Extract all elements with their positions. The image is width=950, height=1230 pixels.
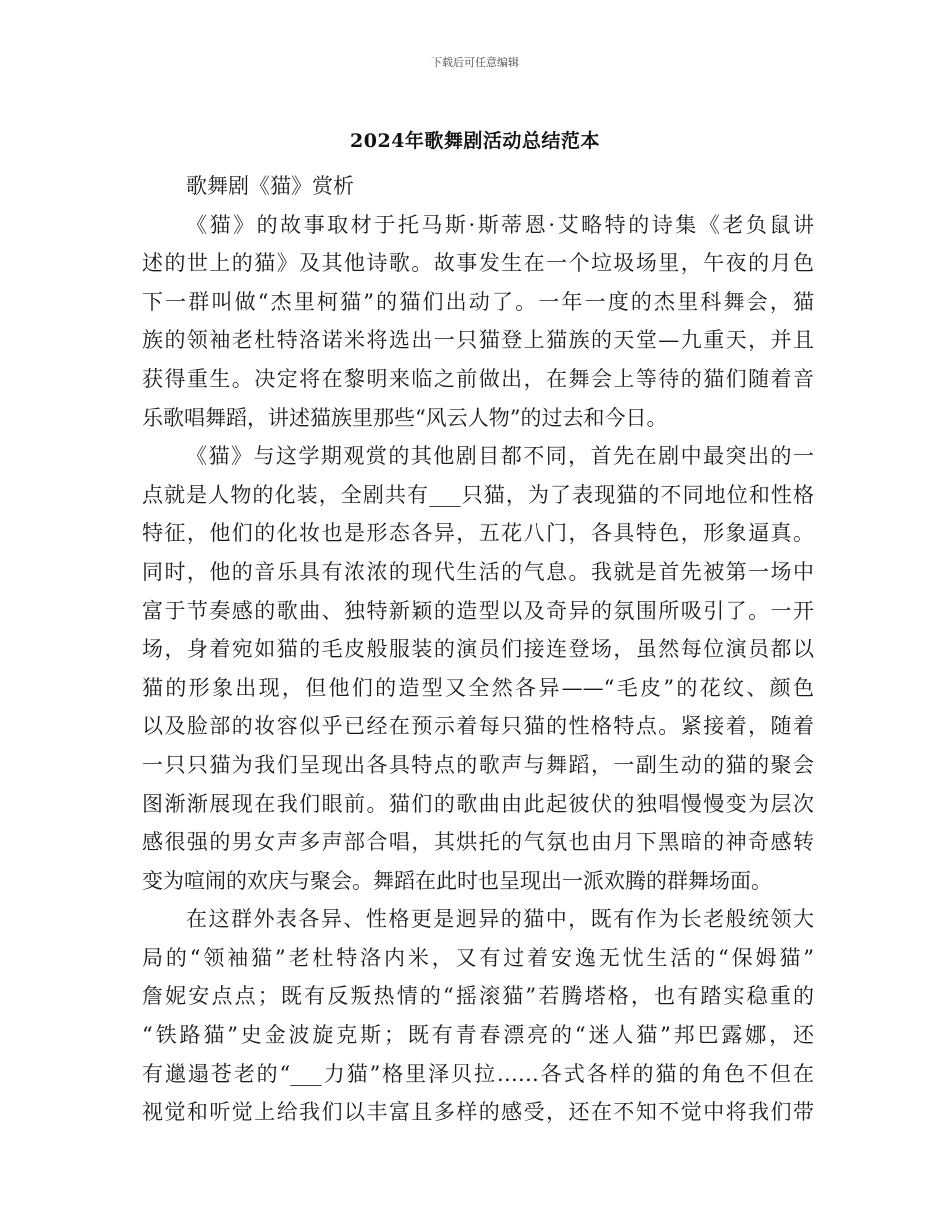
text-line: 感很强的男女声多声部合唱，其烘托的气氛也由月下黑暗的神奇感转 [142, 830, 814, 855]
text-line: 一只只猫为我们呈现出各具特点的歌声与舞蹈，一副生动的猫的聚会 [142, 752, 814, 777]
text-line: 获得重生。决定将在黎明来临之前做出，在舞会上等待的猫们随着音 [142, 366, 814, 391]
text-line: 富于节奏感的歌曲、独特新颖的造型以及奇异的氛围所吸引了。一开 [142, 598, 814, 623]
text-line: “铁路猫”史金波旋克斯；既有青春漂亮的“迷人猫”邦巴露娜，还 [142, 1023, 814, 1048]
text-line: 猫的形象出现，但他们的造型又全然各异——“毛皮”的花纹、颜色 [142, 675, 814, 700]
text-line: 乐歌唱舞蹈，讲述猫族里那些“风云人物”的过去和今日。 [142, 405, 668, 430]
text-line: 同时，他的音乐具有浓浓的现代生活的气息。我就是首先被第一场中 [142, 559, 814, 584]
text-line: 点就是人物的化装，全剧共有___只猫，为了表现猫的不同地位和性格 [142, 482, 814, 507]
text-line: 变为喧闹的欢庆与聚会。舞蹈在此时也呈现出一派欢腾的群舞场面。 [142, 868, 772, 893]
text-line: 《猫》与这学期观赏的其他剧目都不同，首先在剧中最突出的一 [186, 444, 814, 469]
text-line: 图渐渐展现在我们眼前。猫们的歌曲由此起彼伏的独唱慢慢变为层次 [142, 791, 814, 816]
text-line: 下一群叫做“杰里柯猫”的猫们出动了。一年一度的杰里科舞会，猫 [142, 289, 814, 314]
text-line: 《猫》的故事取材于托马斯·斯蒂恩·艾略特的诗集《老负鼠讲 [186, 212, 814, 237]
text-line: 视觉和听觉上给我们以丰富且多样的感受，还在不知不觉中将我们带 [142, 1100, 814, 1125]
text-line: 歌舞剧《猫》赏析 [186, 174, 354, 198]
text-line: 特征，他们的化妆也是形态各异，五花八门，各具特色，形象逼真。 [142, 521, 814, 546]
header-note: 下载后可任意编辑 [431, 56, 519, 69]
text-line: 述的世上的猫》及其他诗歌。故事发生在一个垃圾场里，午夜的月色 [142, 251, 814, 276]
text-line: 有邋遢苍老的“___力猫”格里泽贝拉……各式各样的猫的角色不但在 [142, 1061, 814, 1086]
text-line: 詹妮安点点；既有反叛热情的“摇滚猫”若腾塔格，也有踏实稳重的 [142, 984, 814, 1009]
text-line: 族的领袖老杜特洛诺米将选出一只猫登上猫族的天堂—九重天，并且 [142, 328, 814, 353]
text-line: 局的“领袖猫”老杜特洛内米，又有过着安逸无忧生活的“保姆猫” [142, 945, 814, 970]
document-body [142, 167, 814, 1132]
document-title: 2024年歌舞剧活动总结范本 [350, 130, 600, 152]
text-line: 在这群外表各异、性格更是迥异的猫中，既有作为长老般统领大 [186, 907, 814, 932]
text-line: 场，身着宛如猫的毛皮般服装的演员们接连登场，虽然每位演员都以 [142, 637, 814, 662]
text-line: 以及脸部的妆容似乎已经在预示着每只猫的性格特点。紧接着，随着 [142, 714, 814, 739]
